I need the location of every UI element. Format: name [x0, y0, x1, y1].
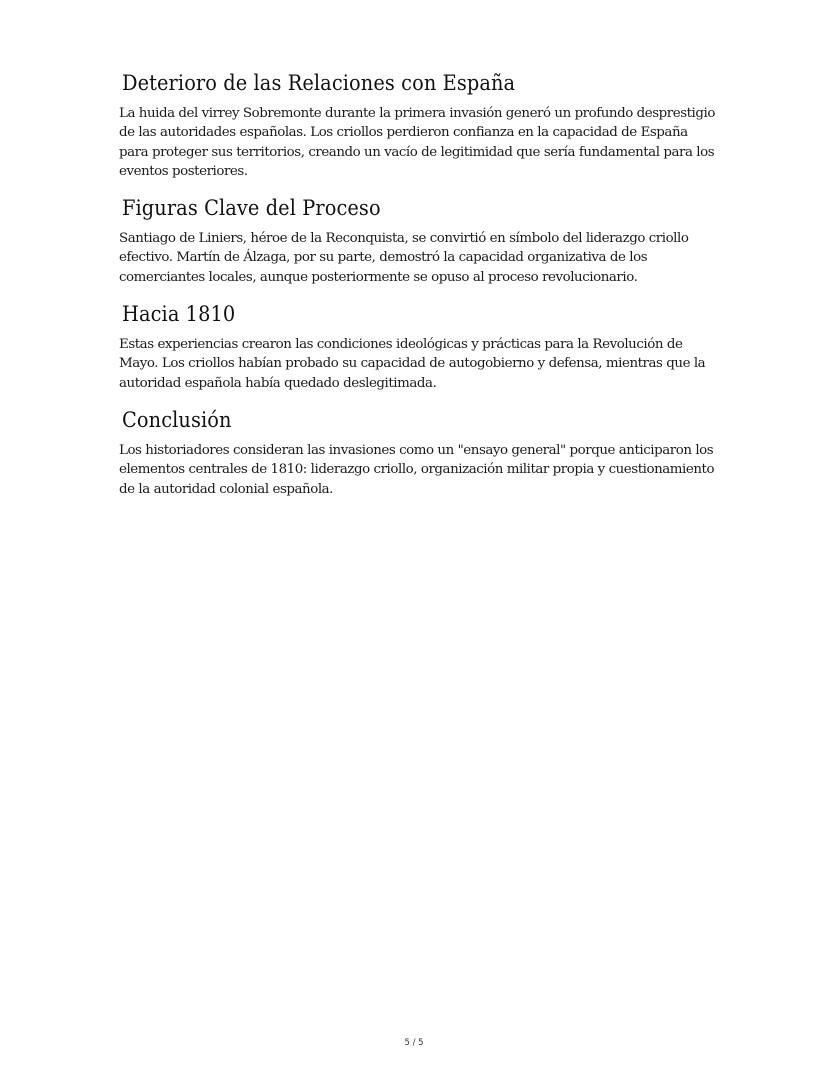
section-paragraph: Estas experiencias crearon las condiciones ideológicas y prácticas para la Revolución de Mayo. Los criollos habían probado su capacidad de autogobierno y defensa, mientras que la autoridad española había quedado deslegitimada.	[119, 337, 706, 391]
section-conclusion	[119, 407, 720, 499]
section-figuras-clave	[119, 195, 720, 287]
section-heading: Figuras Clave del Proceso	[122, 196, 381, 222]
section-deterioro	[119, 70, 720, 181]
section-heading: Hacia 1810	[122, 302, 236, 328]
section-hacia-1810	[119, 301, 720, 393]
section-paragraph: La huida del virrey Sobremonte durante la primera invasión generó un profundo desprestigio de las autoridades españolas. Los criollos perdieron confianza en la capacidad de España para proteger sus territorios, creando un vacío de legitimidad que sería fundamental para los eventos posteriores.	[119, 106, 715, 179]
section-heading: Conclusión	[122, 407, 232, 433]
section-paragraph: Los historiadores consideran las invasiones como un "ensayo general" porque anticiparon los elementos centrales de 1810: liderazgo criollo, organización militar propia y cuestionamiento de la autoridad colonial española.	[119, 442, 715, 497]
section-heading: Deterioro de las Relaciones con España	[122, 71, 516, 96]
section-paragraph: Santiago de Liniers, héroe de la Reconquista, se convirtió en símbolo del liderazgo criollo efectivo. Martín de Álzaga, por su parte, demostró la capacidad organizativa de los comerciantes locales, aunque posteriormente se opuso al proceso revolucionario.	[119, 231, 689, 285]
page-number: 5 / 5	[404, 1038, 424, 1048]
